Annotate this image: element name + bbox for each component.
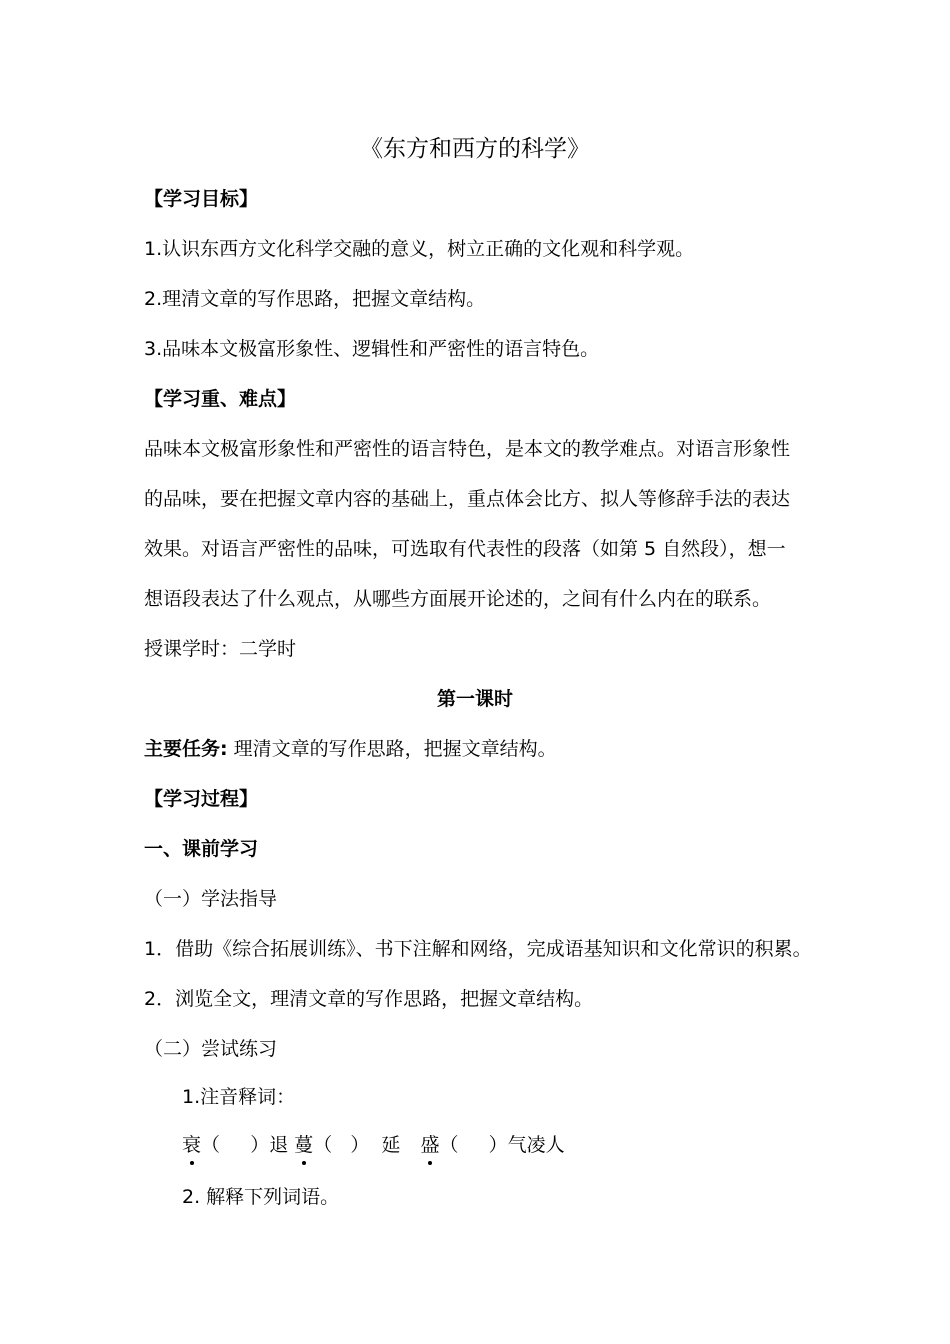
blank-1: （ ）退 <box>201 1134 289 1156</box>
dotted-char-2: 蔓 <box>294 1134 314 1156</box>
dotted-char-1: 衰 <box>182 1134 202 1156</box>
lesson-heading: 第一课时 <box>436 688 513 710</box>
key-points-heading: 【学习重、难点】 <box>144 388 297 410</box>
class-hours: 授课学时：二学时 <box>144 638 297 660</box>
dotted-char-3: 盛 <box>420 1134 440 1156</box>
exercise-2-label: 2. 解释下列词语。 <box>182 1186 340 1208</box>
goal-item-3: 3.品味本文极富形象性、逻辑性和严密性的语言特色。 <box>144 338 600 360</box>
goal-item-2: 2.理清文章的写作思路，把握文章结构。 <box>144 288 486 310</box>
blank-2: （ ） 延 <box>313 1134 401 1156</box>
guide-item-2: 2．浏览全文，理清文章的写作思路，把握文章结构。 <box>144 988 594 1010</box>
goal-item-1: 1.认识东西方文化科学交融的意义，树立正确的文化观和科学观。 <box>144 238 695 260</box>
process-heading: 【学习过程】 <box>144 788 259 810</box>
blank-3: （ ）气凌人 <box>439 1134 565 1156</box>
method-guide-heading: （一）学法指导 <box>144 888 278 910</box>
main-task <box>144 736 557 762</box>
goals-heading: 【学习目标】 <box>144 188 259 210</box>
main-task-text: 理清文章的写作思路，把握文章结构。 <box>227 738 557 760</box>
key-paragraph-line-1: 品味本文极富形象性和严密性的语言特色，是本文的教学难点。对语言形象性 <box>144 438 791 460</box>
key-paragraph-line-3: 效果。对语言严密性的品味，可选取有代表性的段落（如第 5 自然段），想一 <box>144 538 786 560</box>
guide-item-1: 1．借助《综合拓展训练》、书下注解和网络，完成语基知识和文化常识的积累。 <box>144 938 812 960</box>
practice-heading: （二）尝试练习 <box>144 1038 278 1060</box>
part-one-heading: 一、课前学习 <box>144 838 259 860</box>
main-task-label: 主要任务: <box>144 738 228 760</box>
exercise-1-label: 1.注音释词： <box>182 1086 296 1108</box>
document-title: 《东方和西方的科学》 <box>360 136 590 162</box>
key-paragraph-line-4: 想语段表达了什么观点，从哪些方面展开论述的，之间有什么内在的联系。 <box>144 588 772 610</box>
exercise-1-items <box>182 1132 565 1158</box>
key-paragraph-line-2: 的品味，要在把握文章内容的基础上，重点体会比方、拟人等修辞手法的表达 <box>144 488 791 510</box>
